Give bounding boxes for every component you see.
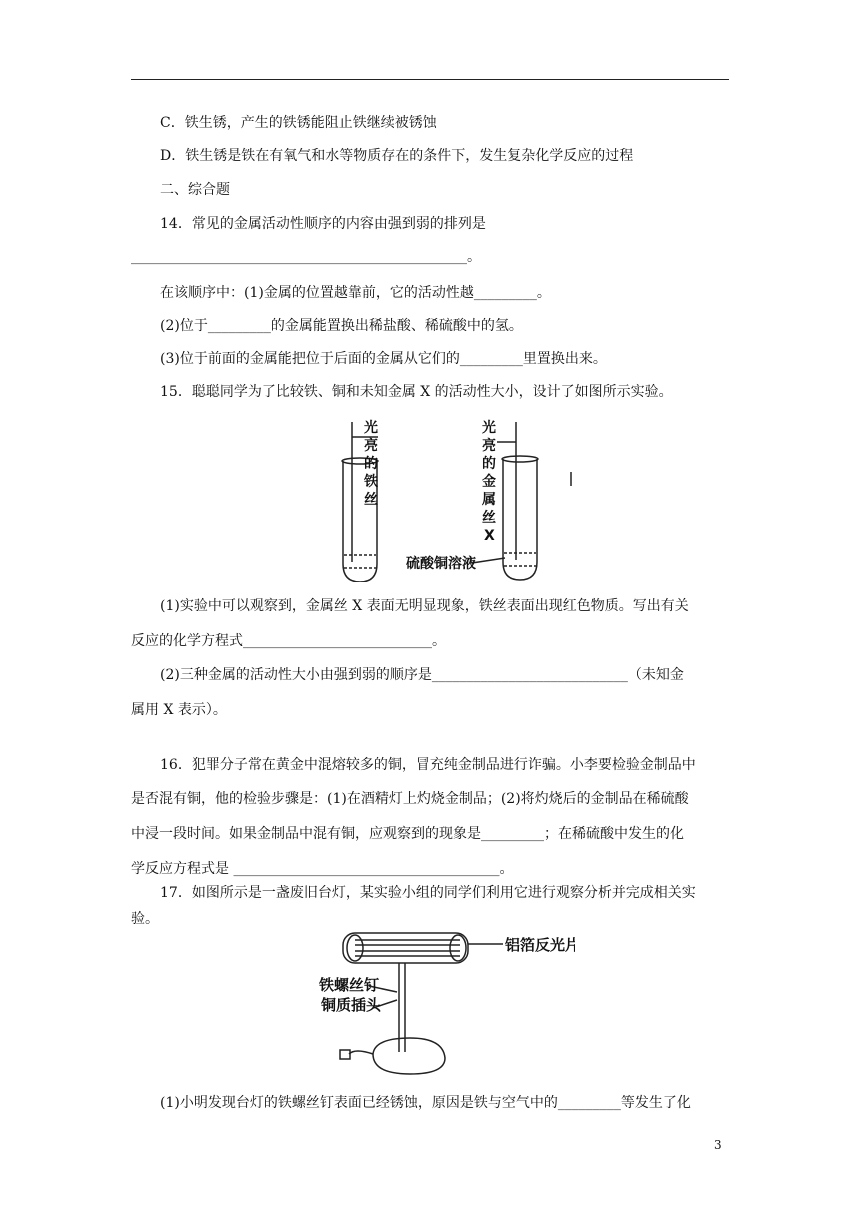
left-label-char: 铁	[364, 474, 378, 490]
right-label-char: 丝	[482, 510, 496, 526]
question-15: 15．聪聪同学为了比较铁、铜和未知金属 X 的活动性大小，设计了如图所示实验。	[160, 384, 673, 400]
question-14-part-2: (2)位于_________的金属能置换出稀盐酸、稀硫酸中的氢。	[160, 318, 523, 334]
question-16-cont-3: 学反应方程式是 ______________________________________。	[131, 861, 514, 877]
question-14-part-1: 在该顺序中：(1)金属的位置越靠前，它的活动性越_________。	[160, 285, 551, 301]
question-15-part-1: (1)实验中可以观察到，金属丝 X 表面无明显现象，铁丝表面出现红色物质。写出有关	[160, 598, 689, 614]
question-15-part-2-cont: 属用 X 表示）。	[131, 702, 227, 718]
plug-label: 铜质插头	[321, 996, 382, 1014]
left-label-char: 的	[364, 456, 378, 472]
left-label-char: 亮	[364, 438, 378, 454]
question-16-cont-1: 是否混有铜，他的检验步骤是：(1)在酒精灯上灼烧金制品；(2)将灼烧后的金制品在稀硫酸	[131, 791, 689, 807]
question-14-part-3: (3)位于前面的金属能把位于后面的金属从它们的_________里置换出来。	[160, 351, 607, 367]
option-d: D．铁生锈是铁在有氧气和水等物质存在的条件下，发生复杂化学反应的过程	[160, 148, 634, 164]
question-14: 14．常见的金属活动性顺序的内容由强到弱的排列是	[160, 216, 486, 232]
left-label-char: 光	[364, 420, 378, 436]
right-label-char: X	[484, 528, 495, 544]
test-tube-figure	[340, 412, 580, 582]
question-15-part-1-cont: 反应的化学方程式___________________________。	[131, 633, 446, 649]
question-17: 17．如图所示是一盏废旧台灯，某实验小组的同学们利用它进行观察分析并完成相关实	[160, 885, 696, 901]
question-16: 16．犯罪分子常在黄金中混熔较多的铜，冒充纯金制品进行诈骗。小李要检验金制品中	[160, 757, 696, 773]
question-16-cont-2: 中浸一段时间。如果金制品中混有铜，应观察到的现象是_________；在稀硫酸中发生的化	[131, 826, 684, 842]
right-label-char: 亮	[482, 438, 496, 454]
reflector-label: 铝箔反光片	[505, 936, 575, 954]
right-label-char: 光	[482, 420, 496, 436]
lamp-head	[343, 933, 503, 963]
option-c: C．铁生锈，产生的铁锈能阻止铁继续被锈蚀	[160, 115, 437, 131]
header-rule	[131, 79, 729, 80]
right-label-char: 属	[482, 492, 496, 508]
section-heading: 二、综合题	[160, 182, 230, 198]
question-17-part-1: (1)小明发现台灯的铁螺丝钉表面已经锈蚀，原因是铁与空气中的_________等发生了化	[160, 1095, 691, 1111]
screw-label: 铁螺丝钉	[319, 976, 380, 994]
solution-label: 硫酸铜溶液	[406, 556, 476, 572]
right-label-char: 的	[482, 456, 496, 472]
right-label-char: 金	[482, 474, 496, 490]
question-17-cont: 验。	[131, 911, 159, 927]
desk-lamp-figure	[315, 928, 575, 1078]
question-15-part-2: (2)三种金属的活动性大小由强到弱的顺序是____________________________（未知金	[160, 667, 684, 683]
left-label-char: 丝	[364, 492, 378, 508]
question-14-blank: ________________________________________________。	[131, 249, 481, 265]
page-number: 3	[714, 1138, 722, 1152]
